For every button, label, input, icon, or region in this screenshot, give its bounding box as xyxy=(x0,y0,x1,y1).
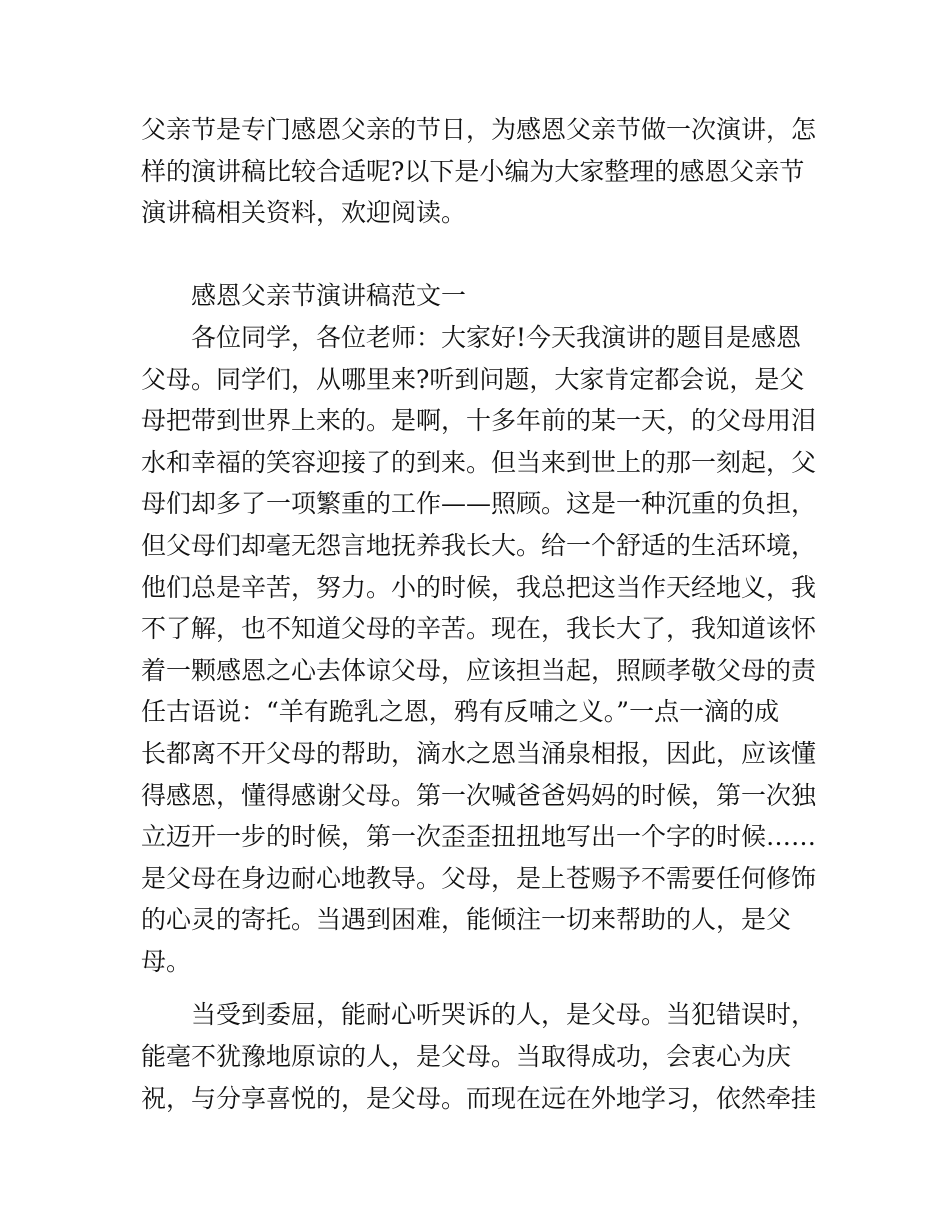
body-paragraph-1 xyxy=(141,317,821,983)
text-line: 祝，与分享喜悦的，是父母。而现在远在外地学习，依然牵挂 xyxy=(141,1083,817,1113)
text-line: 样的演讲稿比较合适呢?以下是小编为大家整理的感恩父亲节 xyxy=(141,156,805,186)
text-line: 能毫不犹豫地原谅的人，是父母。当取得成功，会衷心为庆 xyxy=(141,1042,792,1072)
text-line: 当受到委屈，能耐心听哭诉的人，是父母。当犯错误时， xyxy=(191,1000,817,1030)
paragraph-spacer xyxy=(141,234,821,276)
text-line: 水和幸福的笑容迎接了的到来。但当来到世上的那一刻起，父 xyxy=(141,447,817,477)
paragraph-spacer xyxy=(141,982,821,994)
text-line: 得感恩，懂得感谢父母。第一次喊爸爸妈妈的时候，第一次独 xyxy=(141,780,817,810)
text-line: 母把带到世界上来的。是啊，十多年前的某一天，的父母用泪 xyxy=(141,406,817,436)
text-line: 任古语说：“羊有跪乳之恩，鸦有反哺之义。”一点一滴的成 xyxy=(141,697,780,727)
text-line: 母们却多了一项繁重的工作——照顾。这是一种沉重的负担， xyxy=(141,489,817,519)
document-body xyxy=(141,109,821,1119)
body-paragraph-2 xyxy=(141,994,821,1119)
text-line: 着一颗感恩之心去体谅父母，应该担当起，照顾孝敬父母的责 xyxy=(141,655,817,685)
text-line: 母。 xyxy=(141,946,192,976)
text-line: 各位同学，各位老师：大家好!今天我演讲的题目是感恩 xyxy=(191,322,802,352)
text-line: 父母。同学们，从哪里来?听到问题，大家肯定都会说，是父 xyxy=(141,364,805,394)
text-line: 演讲稿相关资料，欢迎阅读。 xyxy=(141,198,467,228)
text-line: 长都离不开父母的帮助，滴水之恩当涌泉相报，因此，应该懂 xyxy=(141,738,817,768)
text-line: 不了解，也不知道父母的辛苦。现在，我长大了，我知道该怀 xyxy=(141,614,817,644)
text-line: 的心灵的寄托。当遇到困难，能倾注一切来帮助的人，是父 xyxy=(141,905,792,935)
text-line: 但父母们却毫无怨言地抚养我长大。给一个舒适的生活环境， xyxy=(141,530,817,560)
text-line: 父亲节是专门感恩父亲的节日，为感恩父亲节做一次演讲，怎 xyxy=(141,115,817,144)
text-line: 立迈开一步的时候，第一次歪歪扭扭地写出一个字的时候…… xyxy=(141,822,817,852)
text-line: 他们总是辛苦，努力。小的时候，我总把这当作天经地义，我 xyxy=(141,572,817,602)
intro-paragraph xyxy=(141,109,821,234)
section-heading: 感恩父亲节演讲稿范文一 xyxy=(191,281,467,311)
text-line: 是父母在身边耐心地教导。父母，是上苍赐予不需要任何修饰 xyxy=(141,863,817,893)
